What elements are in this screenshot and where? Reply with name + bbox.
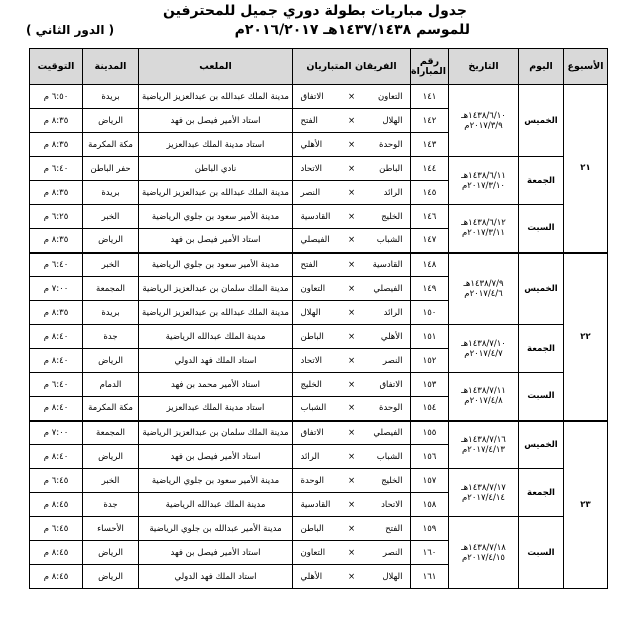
day-name: السبت: [519, 373, 564, 421]
date-hijri: ١٤٣٨/٧/١٧هـ: [461, 482, 506, 493]
city: الرياض: [83, 349, 139, 373]
home-team: الهلال: [382, 115, 403, 126]
away-team: الشباب: [300, 403, 327, 414]
match-number: ١٥٣: [411, 373, 449, 397]
city: الخبر: [83, 469, 139, 493]
day-name: الخميس: [519, 421, 564, 469]
kickoff-time: ٨:٤٠ م: [30, 445, 83, 469]
page-title: جدول مباريات بطولة دوري جميل للمحترفين: [163, 3, 467, 19]
date-hijri: ١٤٣٨/٦/١٠هـ: [461, 110, 506, 121]
kickoff-time: ٦:٤٠ م: [30, 373, 83, 397]
city: جدة: [83, 493, 139, 517]
match-date: [449, 85, 519, 157]
kickoff-time: ٦:٤٥ م: [30, 469, 83, 493]
city: الخبر: [83, 253, 139, 277]
home-team: الفيصلي: [373, 427, 403, 438]
stadium: مدينة الملك عبدالله بن عبدالعزيز الرياضية: [139, 181, 293, 205]
city: حفر الباطن: [83, 157, 139, 181]
day-name: الخميس: [519, 85, 564, 157]
city: الرياض: [83, 109, 139, 133]
kickoff-time: ٦:٥٠ م: [30, 85, 83, 109]
kickoff-time: ٨:٤٥ م: [30, 565, 83, 589]
table-row: [30, 325, 608, 349]
home-team: الفيصلي: [373, 283, 403, 294]
teams-cell: [293, 109, 411, 133]
match-date: [449, 157, 519, 205]
table-row: [30, 253, 608, 277]
kickoff-time: ٨:٣٥ م: [30, 181, 83, 205]
away-team: الرائد: [300, 451, 320, 462]
city: بريدة: [83, 85, 139, 109]
match-date: [449, 253, 519, 325]
date-gregorian: ٢٠١٧/٤/٨م: [464, 396, 503, 407]
away-team: الأهلي: [300, 571, 323, 582]
city: الأحساء: [83, 517, 139, 541]
teams-cell: [293, 157, 411, 181]
kickoff-time: ٨:٣٥ م: [30, 133, 83, 157]
teams-cell: [293, 541, 411, 565]
vs-symbol: ×: [347, 259, 356, 270]
table-row: [30, 421, 608, 445]
stadium: مدينة الأمير سعود بن جلوي الرياضية: [139, 253, 293, 277]
city: مكة المكرمة: [83, 397, 139, 421]
col-time: التوقيت: [30, 49, 83, 85]
home-team: الشباب: [376, 451, 403, 462]
match-number: ١٤٦: [411, 205, 449, 229]
vs-symbol: ×: [347, 283, 356, 294]
stadium: مدينة الملك سلمان بن عبدالعزيز الرياضية: [139, 421, 293, 445]
stadium: مدينة الأمير سعود بن جلوي الرياضية: [139, 205, 293, 229]
week-number: ٢٣: [564, 421, 608, 589]
away-team: الوحدة: [300, 475, 325, 486]
city: المجمعة: [83, 421, 139, 445]
stadium: مدينة الملك عبدالله بن عبدالعزيز الرياضية: [139, 85, 293, 109]
away-team: الاتحاد: [300, 163, 322, 174]
teams-cell: [293, 325, 411, 349]
date-gregorian: ٢٠١٧/٣/١٠م: [462, 180, 505, 191]
home-team: الوحدة: [378, 139, 403, 150]
vs-symbol: ×: [347, 91, 356, 102]
date-gregorian: ٢٠١٧/٤/١٤م: [462, 492, 505, 503]
away-team: التعاون: [300, 283, 326, 294]
match-number: ١٤١: [411, 85, 449, 109]
stadium: استاد الملك فهد الدولي: [139, 565, 293, 589]
kickoff-time: ٦:٤٠ م: [30, 157, 83, 181]
match-number: ١٦١: [411, 565, 449, 589]
away-team: الهلال: [300, 307, 321, 318]
vs-symbol: ×: [347, 451, 356, 462]
vs-symbol: ×: [347, 403, 356, 414]
teams-cell: [293, 301, 411, 325]
away-team: الاتفاق: [300, 427, 324, 438]
stadium: مدينة الأمير عبدالله بن جلوي الرياضية: [139, 517, 293, 541]
day-name: الجمعة: [519, 325, 564, 373]
schedule-table: [29, 48, 608, 589]
city: المجمعة: [83, 277, 139, 301]
vs-symbol: ×: [347, 235, 356, 246]
teams-cell: [293, 277, 411, 301]
city: الدمام: [83, 373, 139, 397]
match-number: ١٦٠: [411, 541, 449, 565]
date-gregorian: ٢٠١٧/٤/١٥م: [462, 552, 505, 563]
away-team: التعاون: [300, 547, 326, 558]
away-team: الباطن: [300, 331, 324, 342]
table-row: [30, 373, 608, 397]
date-hijri: ١٤٣٨/٦/١١هـ: [461, 170, 506, 181]
match-number: ١٤٥: [411, 181, 449, 205]
match-date: [449, 373, 519, 421]
vs-symbol: ×: [347, 187, 356, 198]
teams-cell: [293, 181, 411, 205]
vs-symbol: ×: [347, 163, 356, 174]
teams-cell: [293, 253, 411, 277]
home-team: الهلال: [382, 571, 403, 582]
stadium: نادي الباطن: [139, 157, 293, 181]
day-name: السبت: [519, 205, 564, 253]
vs-symbol: ×: [347, 139, 356, 150]
vs-symbol: ×: [347, 427, 356, 438]
home-team: الوحدة: [378, 403, 403, 414]
vs-symbol: ×: [347, 499, 356, 510]
away-team: الفتح: [300, 259, 318, 270]
kickoff-time: ٨:٤٥ م: [30, 541, 83, 565]
home-team: الأهلي: [380, 331, 403, 342]
away-team: الاتفاق: [300, 91, 324, 102]
match-number: ١٥٨: [411, 493, 449, 517]
teams-cell: [293, 493, 411, 517]
away-team: الفيصلي: [300, 235, 330, 246]
home-team: الرائد: [383, 187, 403, 198]
stadium: مدينة الملك عبدالله بن عبدالعزيز الرياضية: [139, 301, 293, 325]
kickoff-time: ٧:٠٠ م: [30, 277, 83, 301]
match-date: [449, 325, 519, 373]
stadium: مدينة الملك عبدالله الرياضية: [139, 325, 293, 349]
match-date: [449, 205, 519, 253]
home-team: النصر: [382, 355, 403, 366]
stadium: استاد مدينة الملك عبدالعزيز: [139, 397, 293, 421]
col-match-no: رقم المباراة: [411, 49, 449, 85]
week-number: ٢١: [564, 85, 608, 253]
day-name: الجمعة: [519, 469, 564, 517]
match-number: ١٤٤: [411, 157, 449, 181]
round-label: ( الدور الثاني ): [26, 23, 115, 37]
match-number: ١٤٣: [411, 133, 449, 157]
match-number: ١٤٨: [411, 253, 449, 277]
match-number: ١٥١: [411, 325, 449, 349]
kickoff-time: ٨:٤٠ م: [30, 325, 83, 349]
vs-symbol: ×: [347, 355, 356, 366]
match-date: [449, 517, 519, 589]
away-team: الاتحاد: [300, 355, 322, 366]
day-name: الجمعة: [519, 157, 564, 205]
away-team: القادسية: [300, 211, 331, 222]
city: الرياض: [83, 445, 139, 469]
match-number: ١٥٧: [411, 469, 449, 493]
kickoff-time: ٨:٤٥ م: [30, 493, 83, 517]
teams-cell: [293, 445, 411, 469]
teams-cell: [293, 565, 411, 589]
city: الرياض: [83, 541, 139, 565]
kickoff-time: ٨:٤٠ م: [30, 397, 83, 421]
table-row: [30, 85, 608, 109]
teams-cell: [293, 133, 411, 157]
match-date: [449, 421, 519, 469]
stadium: مدينة الأمير سعود بن جلوي الرياضية: [139, 469, 293, 493]
col-city: المدينة: [83, 49, 139, 85]
stadium: استاد الأمير فيصل بن فهد: [139, 229, 293, 253]
city: الرياض: [83, 565, 139, 589]
home-team: الاتحاد: [381, 499, 403, 510]
table-row: [30, 517, 608, 541]
day-name: السبت: [519, 517, 564, 589]
match-number: ١٤٧: [411, 229, 449, 253]
home-team: التعاون: [377, 91, 403, 102]
date-gregorian: ٢٠١٧/٤/٧م: [464, 348, 503, 359]
teams-cell: [293, 421, 411, 445]
date-gregorian: ٢٠١٧/٣/١١م: [462, 228, 505, 239]
vs-symbol: ×: [347, 115, 356, 126]
city: بريدة: [83, 301, 139, 325]
date-hijri: ١٤٣٨/٧/١٦هـ: [461, 434, 506, 445]
teams-cell: [293, 373, 411, 397]
col-week: الأسبوع: [564, 49, 608, 85]
col-stadium: الملعب: [139, 49, 293, 85]
away-team: الأهلي: [300, 139, 323, 150]
kickoff-time: ٧:٠٠ م: [30, 421, 83, 445]
home-team: الفتح: [385, 523, 403, 534]
vs-symbol: ×: [347, 211, 356, 222]
city: بريدة: [83, 181, 139, 205]
home-team: الاتفاق: [379, 379, 403, 390]
stadium: استاد مدينة الملك عبدالعزيز: [139, 133, 293, 157]
away-team: الفتح: [300, 115, 318, 126]
teams-cell: [293, 205, 411, 229]
teams-cell: [293, 349, 411, 373]
kickoff-time: ٨:٣٥ م: [30, 109, 83, 133]
match-number: ١٥٩: [411, 517, 449, 541]
stadium: مدينة الملك سلمان بن عبدالعزيز الرياضية: [139, 277, 293, 301]
home-team: الرائد: [383, 307, 403, 318]
home-team: الخليج: [381, 475, 403, 486]
date-hijri: ١٤٣٨/٦/١٢هـ: [461, 218, 506, 229]
vs-symbol: ×: [347, 571, 356, 582]
season-subtitle: للموسم ١٤٣٧/١٤٣٨هـ ٢٠١٦/٢٠١٧م: [234, 22, 470, 38]
vs-symbol: ×: [347, 475, 356, 486]
home-team: الشباب: [376, 235, 403, 246]
city: الرياض: [83, 229, 139, 253]
home-team: الباطن: [379, 163, 403, 174]
stadium: استاد الأمير فيصل بن فهد: [139, 109, 293, 133]
kickoff-time: ٦:٤٠ م: [30, 253, 83, 277]
home-team: القادسية: [372, 259, 403, 270]
stadium: استاد الأمير فيصل بن فهد: [139, 541, 293, 565]
date-gregorian: ٢٠١٧/٣/٩م: [464, 120, 503, 131]
teams-cell: [293, 229, 411, 253]
home-team: الخليج: [381, 211, 403, 222]
col-day: اليوم: [519, 49, 564, 85]
away-team: الباطن: [300, 523, 324, 534]
day-name: الخميس: [519, 253, 564, 325]
away-team: القادسية: [300, 499, 331, 510]
col-date: التاريخ: [449, 49, 519, 85]
date-hijri: ١٤٣٨/٧/١١هـ: [461, 386, 506, 397]
table-row: [30, 205, 608, 229]
match-number: ١٥٥: [411, 421, 449, 445]
match-number: ١٤٢: [411, 109, 449, 133]
kickoff-time: ٨:٣٥ م: [30, 301, 83, 325]
kickoff-time: ٦:٢٥ م: [30, 205, 83, 229]
vs-symbol: ×: [347, 331, 356, 342]
vs-symbol: ×: [347, 547, 356, 558]
city: جدة: [83, 325, 139, 349]
teams-cell: [293, 469, 411, 493]
city: الخبر: [83, 205, 139, 229]
stadium: مدينة الملك عبدالله الرياضية: [139, 493, 293, 517]
match-number: ١٥٠: [411, 301, 449, 325]
stadium: استاد الأمير محمد بن فهد: [139, 373, 293, 397]
vs-symbol: ×: [347, 379, 356, 390]
city: مكة المكرمة: [83, 133, 139, 157]
match-date: [449, 469, 519, 517]
teams-cell: [293, 397, 411, 421]
match-number: ١٥٦: [411, 445, 449, 469]
vs-symbol: ×: [347, 523, 356, 534]
date-gregorian: ٢٠١٧/٤/١٣م: [462, 444, 505, 455]
col-teams: الفريقان المتباريان: [293, 49, 411, 85]
kickoff-time: ٨:٤٠ م: [30, 349, 83, 373]
match-number: ١٥٢: [411, 349, 449, 373]
date-hijri: ١٤٣٨/٧/١٨هـ: [461, 542, 506, 553]
stadium: استاد الملك فهد الدولي: [139, 349, 293, 373]
date-gregorian: ٢٠١٧/٤/٦م: [464, 288, 503, 299]
away-team: الخليج: [300, 379, 322, 390]
away-team: النصر: [300, 187, 321, 198]
kickoff-time: ٨:٣٥ م: [30, 229, 83, 253]
table-row: [30, 469, 608, 493]
match-number: ١٥٤: [411, 397, 449, 421]
schedule-body: [30, 85, 608, 589]
date-hijri: ١٤٣٨/٧/١٠هـ: [461, 338, 506, 349]
header-row: [30, 49, 608, 85]
home-team: النصر: [382, 547, 403, 558]
teams-cell: [293, 517, 411, 541]
match-number: ١٤٩: [411, 277, 449, 301]
vs-symbol: ×: [347, 307, 356, 318]
table-row: [30, 157, 608, 181]
week-number: ٢٢: [564, 253, 608, 421]
kickoff-time: ٦:٤٥ م: [30, 517, 83, 541]
stadium: استاد الأمير فيصل بن فهد: [139, 445, 293, 469]
date-hijri: ١٤٣٨/٧/٩هـ: [463, 278, 504, 289]
teams-cell: [293, 85, 411, 109]
